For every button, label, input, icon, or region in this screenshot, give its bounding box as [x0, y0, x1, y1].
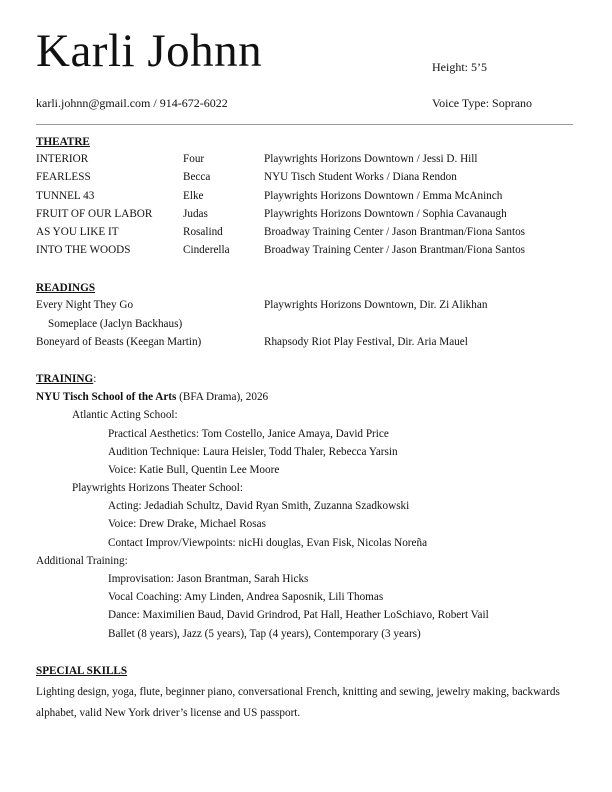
theatre-title: INTERIOR [36, 153, 89, 165]
theatre-venue: Playwrights Horizons Downtown / Jessi D. Hill [264, 153, 478, 165]
training-detail: Improvisation: Jason Brantman, Sarah Hicks [108, 573, 309, 585]
training-detail: Vocal Coaching: Amy Linden, Andrea Saposnik, Lili Thomas [108, 591, 384, 603]
theatre-venue: Broadway Training Center / Jason Brantman/Fiona Santos [264, 226, 526, 238]
header-divider [36, 124, 573, 125]
theatre-venue: Playwrights Horizons Downtown / Emma McAninch [264, 190, 503, 202]
voice-type: Voice Type: Soprano [432, 96, 533, 110]
skills-heading: SPECIAL SKILLS [36, 665, 128, 677]
training-heading-colon: : [93, 373, 97, 385]
training-program: Atlantic Acting School: [72, 409, 178, 421]
theatre-role: Cinderella [183, 244, 230, 256]
reading-title-continued: Someplace (Jaclyn Backhaus) [48, 318, 183, 330]
theatre-venue: Playwrights Horizons Downtown / Sophia Cavanaugh [264, 208, 507, 220]
theatre-title: TUNNEL 43 [36, 190, 95, 202]
theatre-venue: Broadway Training Center / Jason Brantman/Fiona Santos [264, 244, 526, 256]
readings-heading: READINGS [36, 282, 96, 294]
training-school-degree: (BFA Drama), 2026 [176, 391, 269, 403]
training-detail: Audition Technique: Laura Heisler, Todd Thaler, Rebecca Yarsin [108, 446, 398, 458]
training-program: Additional Training: [36, 555, 128, 567]
contact-info: karli.johnn@gmail.com / 914-672-6022 [36, 96, 228, 110]
theatre-title: AS YOU LIKE IT [36, 226, 119, 238]
training-heading: TRAINING [36, 373, 94, 385]
training-detail: Dance: Maximilien Baud, David Grindrod, Pat Hall, Heather LoSchiavo, Robert Vail [108, 609, 489, 621]
theatre-role: Judas [183, 208, 208, 220]
actor-name: Karli Johnn [36, 25, 263, 77]
training-school [36, 391, 268, 403]
reading-venue: Playwrights Horizons Downtown, Dir. Zi Alikhan [264, 299, 488, 311]
theatre-title: FRUIT OF OUR LABOR [36, 208, 153, 220]
training-program: Playwrights Horizons Theater School: [72, 482, 243, 494]
training-detail: Voice: Katie Bull, Quentin Lee Moore [108, 464, 280, 476]
training-detail: Ballet (8 years), Jazz (5 years), Tap (4 years), Contemporary (3 years) [108, 628, 421, 640]
height-info: Height: 5’5 [432, 60, 487, 74]
theatre-title: INTO THE WOODS [36, 244, 131, 256]
theatre-role: Rosalind [183, 226, 223, 238]
theatre-title: FEARLESS [36, 171, 91, 183]
reading-title: Every Night They Go [36, 299, 134, 311]
theatre-role: Elke [183, 190, 204, 202]
reading-venue: Rhapsody Riot Play Festival, Dir. Aria Mauel [264, 336, 468, 348]
reading-title: Boneyard of Beasts (Keegan Martin) [36, 336, 202, 348]
training-detail: Voice: Drew Drake, Michael Rosas [108, 518, 266, 530]
training-heading-line [36, 373, 96, 385]
training-detail: Practical Aesthetics: Tom Costello, Janice Amaya, David Price [108, 428, 389, 440]
skills-text: Lighting design, yoga, flute, beginner piano, conversational French, knitting and sewing, jewelry making, backwards alphabet, valid New York driver’s license and US passport. [36, 686, 560, 719]
training-detail: Contact Improv/Viewpoints: nicHi douglas, Evan Fisk, Nicolas Noreña [108, 537, 428, 549]
training-school-name: NYU Tisch School of the Arts [36, 391, 177, 403]
theatre-heading: THEATRE [36, 136, 90, 148]
theatre-role: Becca [183, 171, 211, 183]
theatre-role: Four [183, 153, 205, 165]
theatre-venue: NYU Tisch Student Works / Diana Rendon [264, 171, 457, 183]
training-detail: Acting: Jedadiah Schultz, David Ryan Smith, Zuzanna Szadkowski [108, 500, 410, 512]
